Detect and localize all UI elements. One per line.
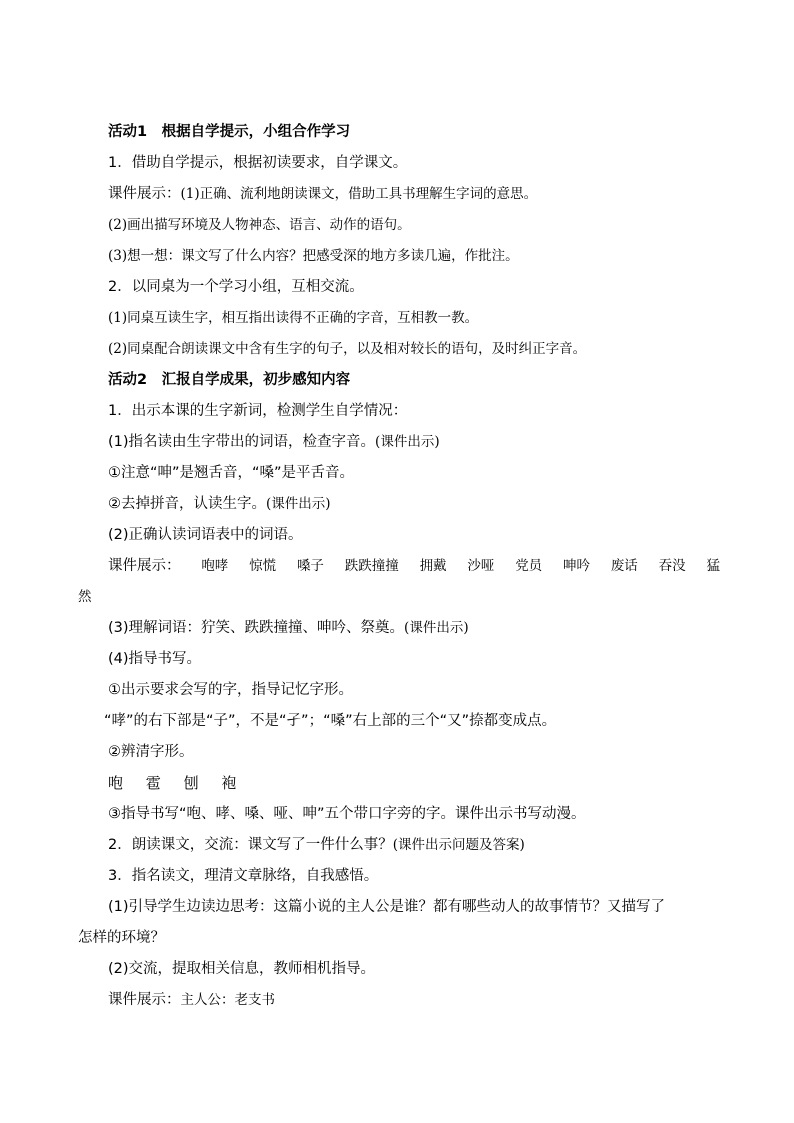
courseware-note: (课件出示问题及答案) [392,837,525,853]
paragraph: ①注意“呻”是翘舌音，“嗓”是平舌音。 [108,465,355,481]
word-list-row [108,556,720,576]
paragraph: (4)指导书写。 [108,651,202,667]
courseware-note: (课件出示) [375,434,440,450]
word-list-continuation: 然 [78,589,92,605]
activity-1-heading: 活动1 根据自学提示，小组合作学习 [108,124,351,140]
paragraph [108,990,275,1010]
paragraph: ①出示要求会写的字，指导记忆字形。 [108,682,353,698]
paragraph [108,494,331,514]
paragraph-continuation: 怎样的环境？ [78,930,165,946]
courseware-text: (1)正确、流利地朗读课文，借助工具书理解生字词的意思。 [180,186,538,202]
character-item: 袍 [221,774,237,792]
word-item: 咆哮 [201,558,229,574]
paragraph: ③指导书写“咆、哮、嗓、哑、呻”五个带口字旁的字。课件出示书写动漫。 [108,806,586,822]
paragraph [108,432,440,452]
character-item: 咆 [108,774,124,792]
paragraph: 1．借助自学提示，根据初读要求，自学课文。 [108,155,408,171]
paragraph [108,835,525,855]
paragraph-text: 2．朗读课文，交流：课文写了一件什么事？ [108,837,393,853]
courseware-label: 课件展示： [108,186,181,202]
paragraph: (3)想一想：课文写了什么内容？把感受深的地方多读几遍，作批注。 [108,248,519,264]
word-item: 拥戴 [419,558,447,574]
paragraph: (1)同桌互读生字，相互指出读得不正确的字音，互相教一教。 [108,310,479,326]
paragraph: (2)正确认读词语表中的词语。 [108,527,303,543]
paragraph: “哮”的右下部是“子”，不是“孑”；“嗓”右上部的三个“又”捺都变成点。 [104,713,557,729]
paragraph [108,184,537,204]
word-item: 党员 [515,558,543,574]
paragraph: ②辨清字形。 [108,744,194,760]
paragraph: 3．指名读文，理清文章脉络，自我感悟。 [108,868,379,884]
word-item: 猛 [706,558,720,574]
word-item: 惊慌 [249,558,277,574]
character-item: 雹 [145,774,161,792]
paragraph: (2)同桌配合朗读课文中含有生字的句子，以及相对较长的语句，及时纠正字音。 [108,341,587,357]
paragraph: (1)引导学生边读边思考：这篇小说的主人公是谁？都有哪些动人的故事情节？又描写了 [108,899,666,915]
paragraph: 1．出示本课的生字新词，检测学生自学情况： [108,403,408,419]
paragraph: 2．以同桌为一个学习小组，互相交流。 [108,279,364,295]
character-list [108,773,254,793]
word-item: 废话 [610,558,638,574]
courseware-note: (课件出示) [266,496,331,512]
word-item: 呻吟 [563,558,590,574]
courseware-text: 主人公：老支书 [180,992,275,1008]
word-item: 吞没 [658,558,686,574]
paragraph-text: ②去掉拼音，认读生字。 [108,496,266,512]
courseware-label: 课件展示： [108,992,181,1008]
courseware-label: 课件展示： [108,558,181,574]
character-item: 刨 [183,774,199,792]
paragraph-text: (1)指名读由生字带出的词语，检查字音。 [108,434,376,450]
paragraph-text: (3)理解词语：狞笑、跌跌撞撞、呻吟、祭奠。 [108,620,405,636]
paragraph [108,618,469,638]
word-item: 嗓子 [296,558,324,574]
paragraph: (2)交流，提取相关信息，教师相机指导。 [108,961,376,977]
paragraph: (2)画出描写环境及人物神态、语言、动作的语句。 [108,217,411,233]
activity-2-heading: 活动2 汇报自学成果，初步感知内容 [108,372,351,388]
courseware-note: (课件出示) [404,620,469,636]
word-item: 沙哑 [467,558,495,574]
word-item: 跌跌撞撞 [344,558,399,574]
